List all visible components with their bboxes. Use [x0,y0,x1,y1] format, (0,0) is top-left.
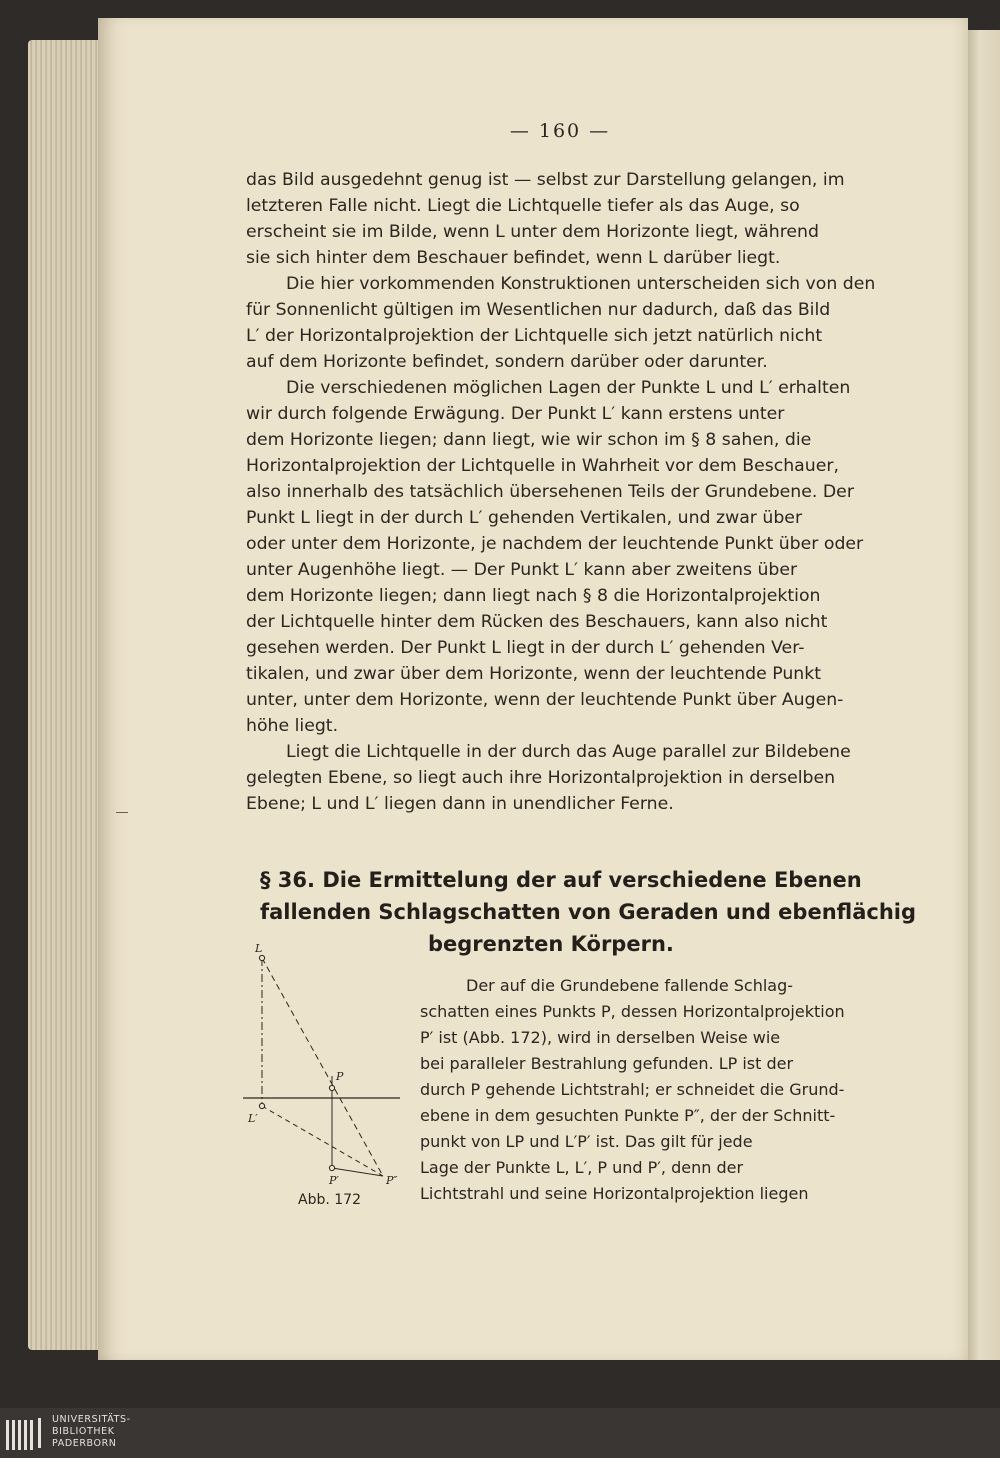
page-number: — 160 — [509,120,611,142]
library-name-line1: UNIVERSITÄTS- [52,1414,131,1425]
section-line: Der auf die Grundebene fallende Schlag- [466,976,794,995]
library-name-line3: PADERBORN [52,1438,117,1449]
point-L [259,955,264,960]
body-line: L′ der Horizontalprojektion der Lichtquelle sich jetzt natürlich nicht [246,326,823,346]
body-line: dem Horizonte liegen; dann liegt, wie wir schon im § 8 sahen, die [246,430,812,450]
section-line: punkt von LP und L′P′ ist. Das gilt für jede [420,1132,753,1151]
section-heading-line: begrenzten Körpern. [428,932,674,956]
shadow-segment [332,1168,383,1176]
section-line: durch P gehende Lichtstrahl; er schneidet die Grund- [420,1080,845,1099]
library-logo-icon [6,1416,46,1452]
point-P [329,1085,334,1090]
body-line: also innerhalb des tatsächlich übersehenen Teils der Grundebene. Der [246,482,854,502]
body-line: auf dem Horizonte befindet, sondern darüber oder darunter. [246,352,768,372]
label-L-prime: L′ [248,1112,258,1125]
book-page [98,18,968,1360]
book-page-edges [28,40,108,1350]
library-name-line2: BIBLIOTHEK [52,1426,115,1437]
label-P-double-prime: P″ [386,1174,398,1187]
body-line: für Sonnenlicht gültigen im Wesentlichen nur dadurch, daß das Bild [246,300,831,320]
body-line: Horizontalprojektion der Lichtquelle in Wahrheit vor dem Beschauer, [246,456,839,476]
section-line: bei paralleler Bestrahlung gefunden. LP ist der [420,1054,794,1073]
section-line: P′ ist (Abb. 172), wird in derselben Weise wie [420,1028,781,1047]
label-P-prime: P′ [329,1174,339,1187]
body-line: höhe liegt. [246,716,339,736]
body-line: letzteren Falle nicht. Liegt die Lichtquelle tiefer als das Auge, so [246,196,800,216]
point-P-prime [329,1165,334,1170]
library-footer [0,1408,1000,1458]
body-line: gesehen werden. Der Punkt L liegt in der durch L′ gehenden Ver- [246,638,805,658]
label-L: L [255,942,263,955]
section-heading-line: § 36. Die Ermittelung der auf verschiedene Ebenen [260,868,862,892]
body-line: unter Augenhöhe liegt. — Der Punkt L′ kann aber zweitens über [246,560,798,580]
figure-caption: Abb. 172 [298,1192,361,1208]
body-line: Ebene; L und L′ liegen dann in unendlicher Ferne. [246,794,674,814]
light-ray [262,958,383,1176]
body-line: dem Horizonte liegen; dann liegt nach § 8 die Horizontalprojektion [246,586,821,606]
facing-page-edge [966,30,1000,1360]
body-line: gelegten Ebene, so liegt auch ihre Horizontalprojektion in derselben [246,768,836,788]
body-line: das Bild ausgedehnt genug ist — selbst zur Darstellung gelangen, im [246,170,845,190]
section-heading-line: fallenden Schlagschatten von Geraden und ebenflächig [260,900,917,924]
body-line: erscheint sie im Bilde, wenn L unter dem Horizonte liegt, während [246,222,819,242]
body-line: Punkt L liegt in der durch L′ gehenden Vertikalen, und zwar über [246,508,803,528]
section-line: Lichtstrahl und seine Horizontalprojektion liegen [420,1184,809,1203]
body-line: Liegt die Lichtquelle in der durch das Auge parallel zur Bildebene [286,742,851,762]
body-line: der Lichtquelle hinter dem Rücken des Beschauers, kann also nicht [246,612,828,632]
body-line: tikalen, und zwar über dem Horizonte, wenn der leuchtende Punkt [246,664,822,684]
body-line: Die hier vorkommenden Konstruktionen unterscheiden sich von den [286,274,876,294]
label-P: P [336,1070,344,1083]
body-line: wir durch folgende Erwägung. Der Punkt L′ kann erstens unter [246,404,785,424]
margin-mark [116,812,128,813]
projection-line [262,1106,383,1176]
section-line: schatten eines Punkts P, dessen Horizontalprojektion [420,1002,845,1021]
body-line: oder unter dem Horizonte, je nachdem der leuchtende Punkt über oder [246,534,864,554]
point-L-prime [259,1103,264,1108]
section-line: Lage der Punkte L, L′, P und P′, denn der [420,1158,744,1177]
body-line: Die verschiedenen möglichen Lagen der Punkte L und L′ erhalten [286,378,851,398]
section-line: ebene in dem gesuchten Punkte P″, der der Schnitt- [420,1106,836,1125]
figure-172-diagram [235,938,410,1198]
body-line: unter, unter dem Horizonte, wenn der leuchtende Punkt über Augen- [246,690,844,710]
body-line: sie sich hinter dem Beschauer befindet, wenn L darüber liegt. [246,248,781,268]
